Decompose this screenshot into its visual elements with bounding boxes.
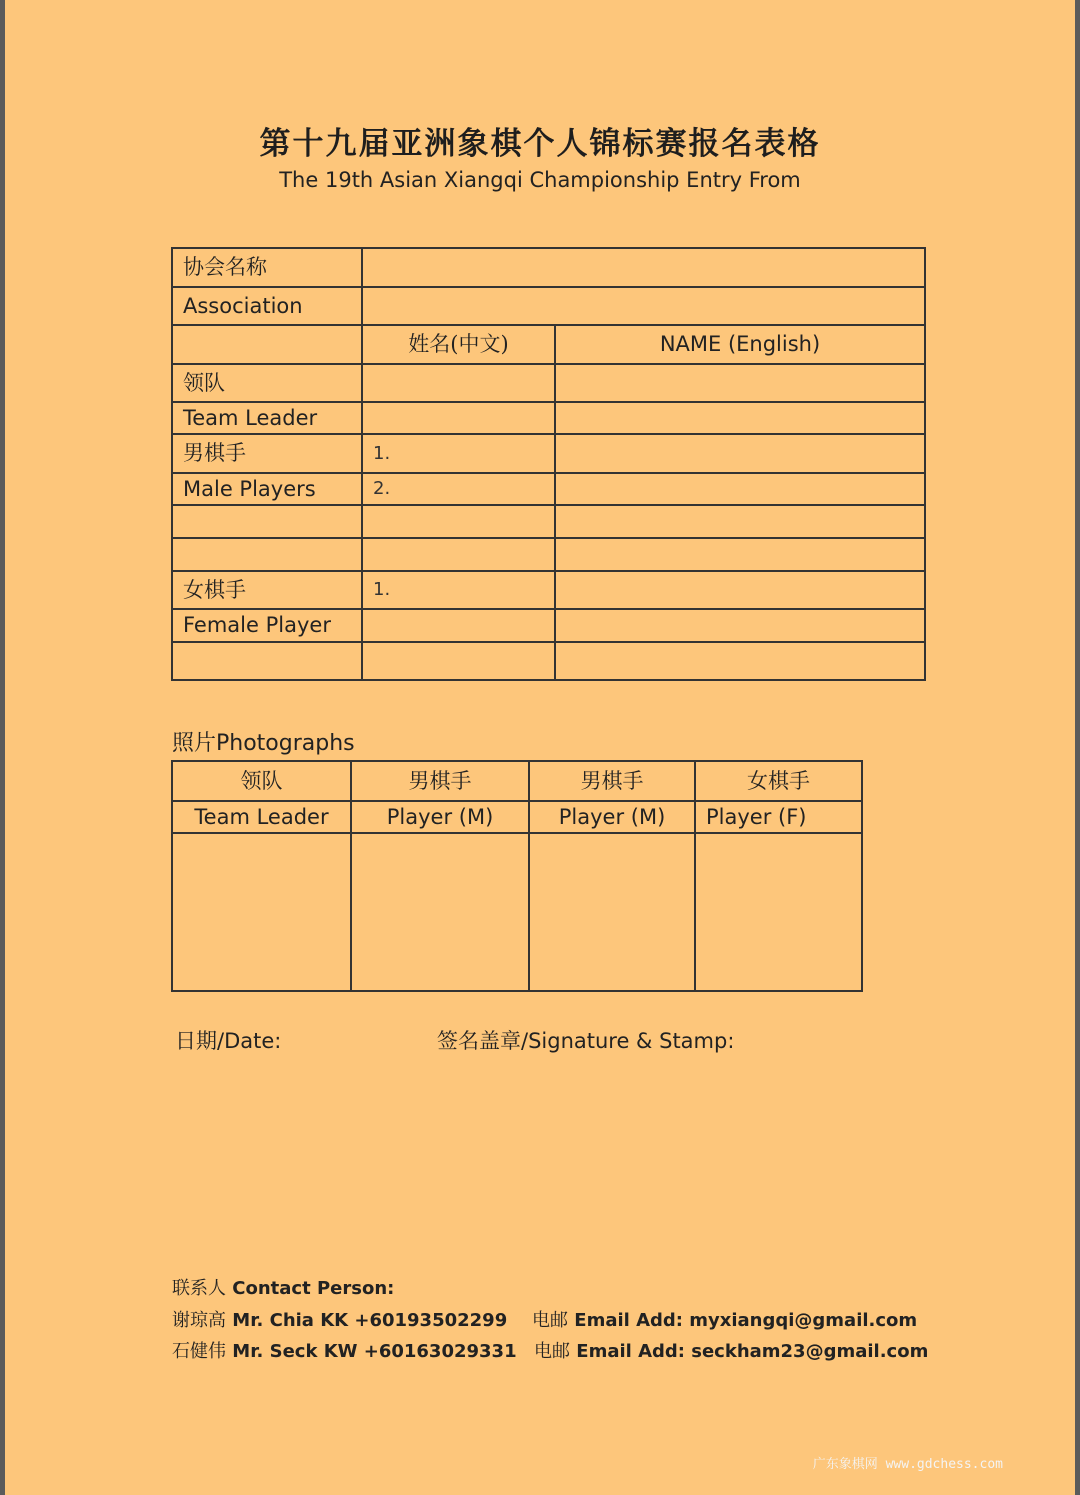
female-player-label-cn: 女棋手 xyxy=(172,571,362,609)
female-player-1-name-en-field[interactable] xyxy=(555,571,925,609)
photo-header-female-player-en: Player (F) xyxy=(695,801,862,833)
association-field[interactable] xyxy=(362,248,925,287)
contact-person-1-email-cn: 电邮 xyxy=(532,1310,568,1331)
contact-person-2-email-en[interactable]: Email Add: seckham23@gmail.com xyxy=(576,1341,929,1362)
photographs-table xyxy=(171,760,863,992)
photo-slot-female-player[interactable] xyxy=(695,833,862,991)
association-field-en[interactable] xyxy=(362,287,925,325)
contact-person-2-email-cn: 电邮 xyxy=(534,1341,570,1362)
blank-label-cell xyxy=(172,505,362,538)
blank-name-en-field[interactable] xyxy=(555,505,925,538)
female-player-label-en: Female Player xyxy=(172,609,362,642)
contact-person-1-en: Mr. Chia KK +60193502299 xyxy=(232,1310,508,1331)
entry-form-table xyxy=(171,247,926,681)
contact-heading-en: Contact Person: xyxy=(232,1278,395,1299)
header-blank-cell xyxy=(172,325,362,364)
blank-label-cell xyxy=(172,538,362,571)
team-leader-label-en: Team Leader xyxy=(172,402,362,434)
team-leader-name-cn-field-2[interactable] xyxy=(362,402,555,434)
contact-heading xyxy=(172,1274,394,1300)
photo-header-male-player-cn-2: 男棋手 xyxy=(529,761,695,801)
watermark-text: 广东象棋网 www.gdchess.com xyxy=(812,1457,1003,1472)
photo-slot-male-player-2[interactable] xyxy=(529,833,695,991)
photo-header-male-player-cn: 男棋手 xyxy=(351,761,529,801)
photo-header-female-player-cn: 女棋手 xyxy=(695,761,862,801)
male-player-2-name-en-field[interactable] xyxy=(555,473,925,505)
photo-header-team-leader-cn: 领队 xyxy=(172,761,351,801)
blank-label-cell xyxy=(172,642,362,680)
team-leader-name-en-field[interactable] xyxy=(555,364,925,402)
signature-stamp-label: 签名盖章/Signature & Stamp: xyxy=(437,1029,735,1053)
male-player-2-name-cn-field[interactable]: 2. xyxy=(362,473,555,505)
contact-person-2-email xyxy=(534,1337,928,1363)
title-english: The 19th Asian Xiangqi Championship Entry From xyxy=(279,168,801,192)
contact-person-1-cn: 谢琼高 xyxy=(172,1310,226,1331)
contact-person-1 xyxy=(172,1306,507,1332)
blank-name-en-field[interactable] xyxy=(555,642,925,680)
column-header-name-en: NAME (English) xyxy=(555,325,925,364)
photo-slot-team-leader[interactable] xyxy=(172,833,351,991)
male-player-1-name-cn-field[interactable]: 1. xyxy=(362,434,555,473)
contact-person-2-cn: 石健伟 xyxy=(172,1341,226,1362)
female-player-2-name-cn-field[interactable] xyxy=(362,609,555,642)
blank-name-cn-field[interactable] xyxy=(362,642,555,680)
blank-name-cn-field[interactable] xyxy=(362,538,555,571)
contact-heading-cn: 联系人 xyxy=(172,1278,226,1299)
team-leader-name-cn-field[interactable] xyxy=(362,364,555,402)
contact-person-1-email-en[interactable]: Email Add: myxiangqi@gmail.com xyxy=(574,1310,918,1331)
title-chinese: 第十九届亚洲象棋个人锦标赛报名表格 xyxy=(259,126,821,162)
female-player-1-name-cn-field[interactable]: 1. xyxy=(362,571,555,609)
photo-header-male-player-en: Player (M) xyxy=(351,801,529,833)
photo-slot-male-player-1[interactable] xyxy=(351,833,529,991)
male-players-label-en: Male Players xyxy=(172,473,362,505)
association-label-cn: 协会名称 xyxy=(172,248,362,287)
contact-person-1-email xyxy=(532,1306,917,1332)
contact-person-2 xyxy=(172,1337,517,1363)
association-label-en: Association xyxy=(172,287,362,325)
team-leader-label-cn: 领队 xyxy=(172,364,362,402)
male-player-1-name-en-field[interactable] xyxy=(555,434,925,473)
blank-name-cn-field[interactable] xyxy=(362,505,555,538)
male-players-label-cn: 男棋手 xyxy=(172,434,362,473)
date-label: 日期/Date: xyxy=(175,1029,282,1053)
photo-header-male-player-en-2: Player (M) xyxy=(529,801,695,833)
contact-person-2-en: Mr. Seck KW +60163029331 xyxy=(232,1341,517,1362)
photographs-section-label: 照片Photographs xyxy=(172,731,355,756)
team-leader-name-en-field-2[interactable] xyxy=(555,402,925,434)
column-header-name-cn: 姓名(中文) xyxy=(362,325,555,364)
photo-header-team-leader-en: Team Leader xyxy=(172,801,351,833)
female-player-2-name-en-field[interactable] xyxy=(555,609,925,642)
blank-name-en-field[interactable] xyxy=(555,538,925,571)
